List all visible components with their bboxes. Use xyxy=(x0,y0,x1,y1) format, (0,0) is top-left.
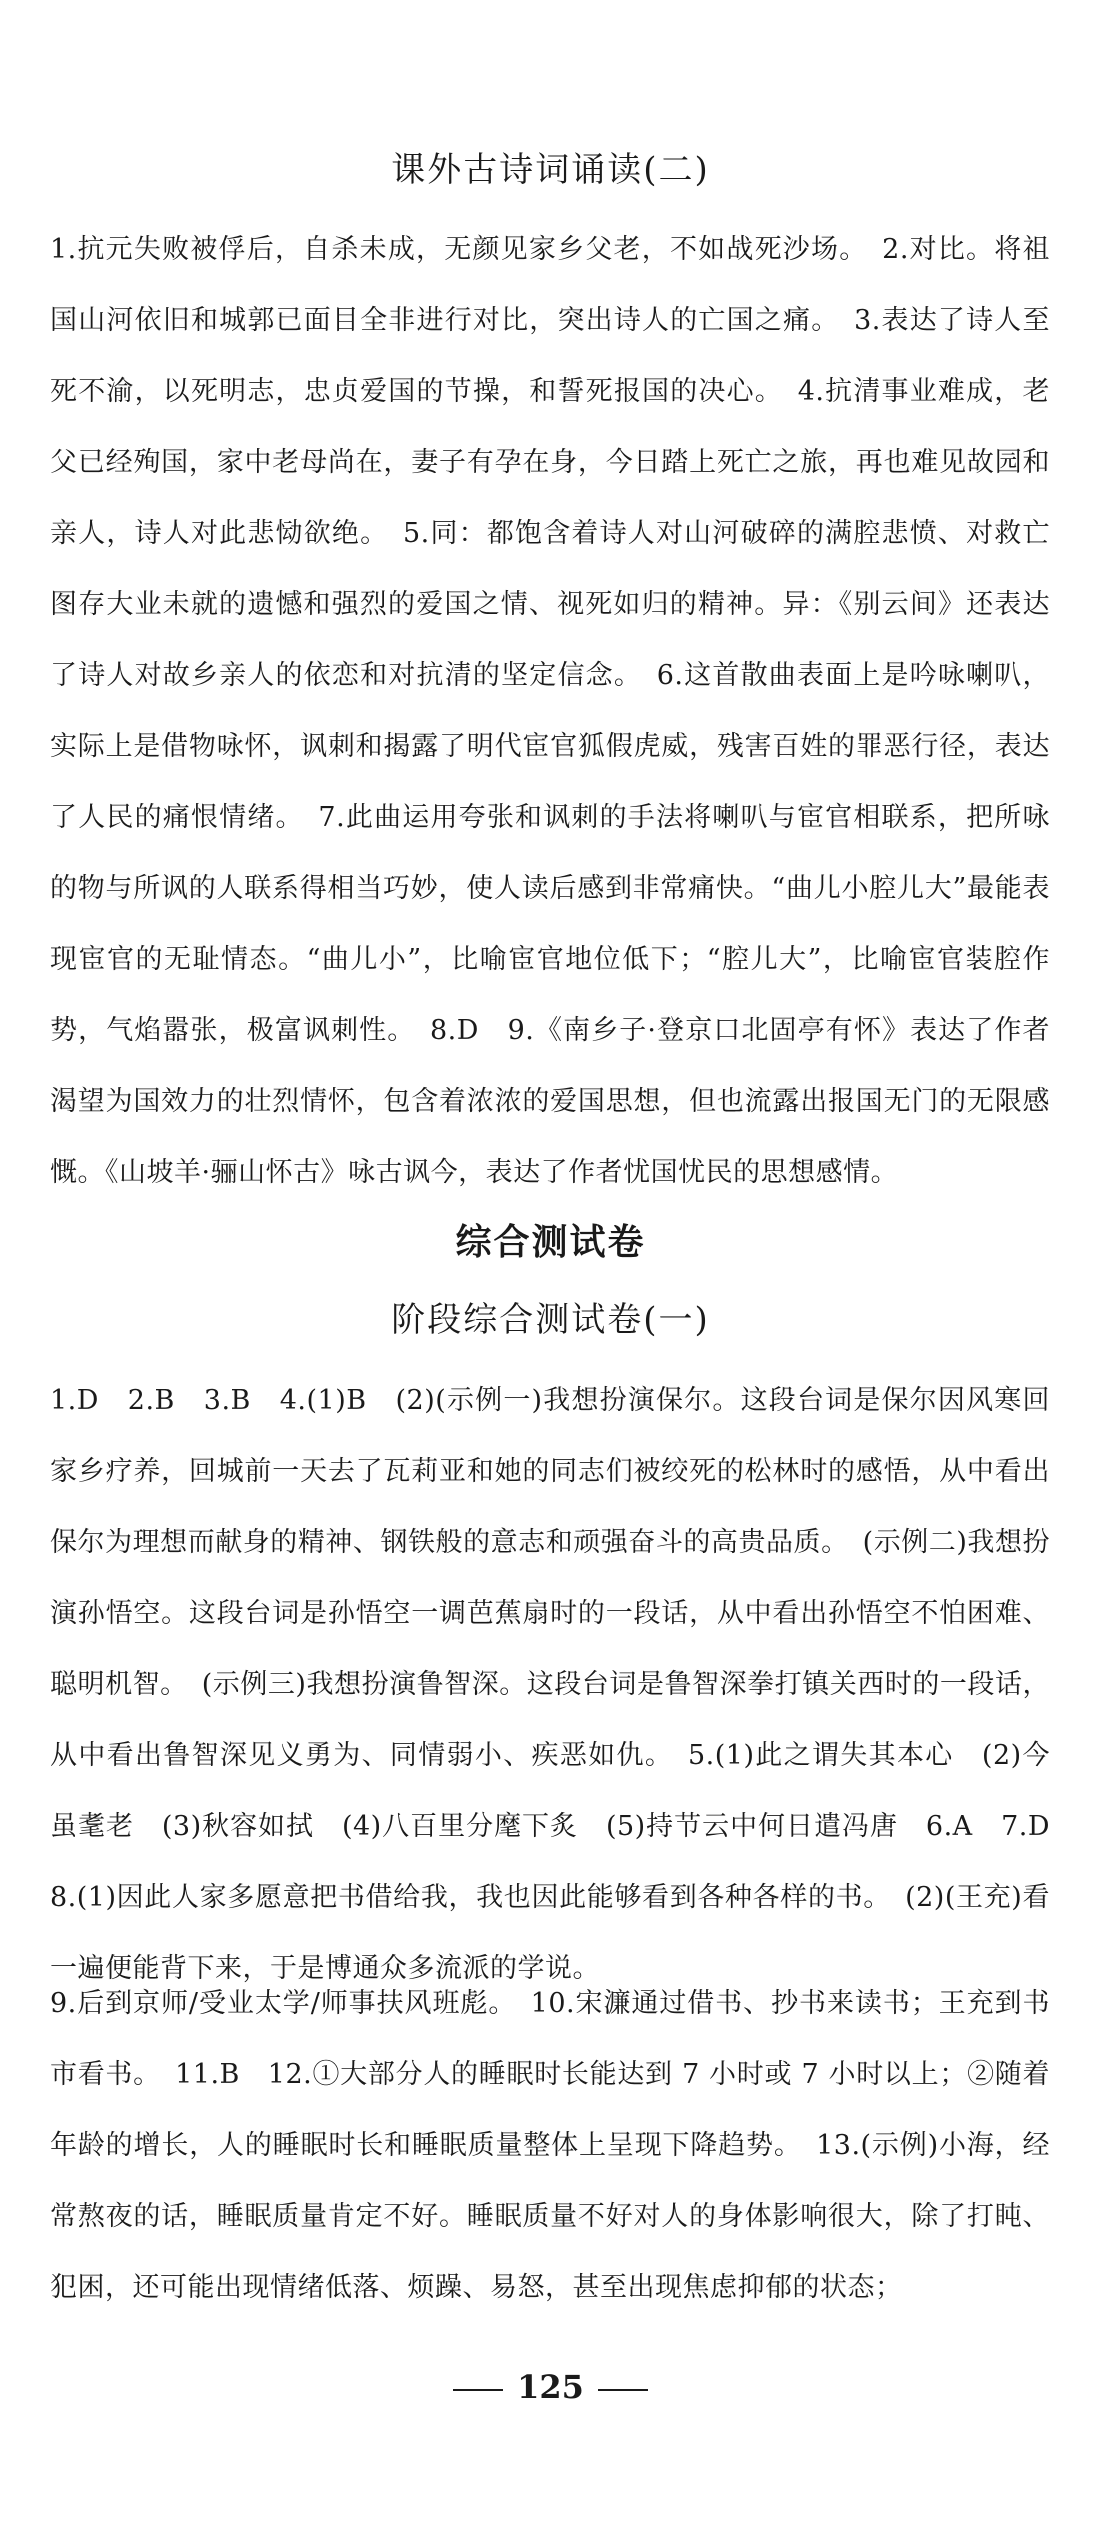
section-title-stage-test: 阶段综合测试卷(一) xyxy=(391,1300,710,1340)
answer-paragraph-test-part1: 1.D 2.B 3.B 4.(1)B (2)(示例一)我想扮演保尔。这段台词是保尔因风寒回家乡疗养，回城前一天去了瓦莉亚和她的同志们被绞死的松林时的感悟，从中看出保尔为理想而献身的精神、钢铁般的意志和顽强奋斗的高贵品质。 (示例二)我想扮演孙悟空。这段台词是孙悟空一调芭蕉扇时的一段话，从中看出孙悟空不怕困难、聪明机智。 (示例三)我想扮演鲁智深。这段台词是鲁智深拳打镇关西时的一段话，从中看出鲁智深见义勇为、同情弱小、疾恶如仇。 5.(1)此之谓失其本心 (2)今虽耄老 (3)秋容如拭 (4)八百里分麾下炙 (5)持节云中何日遣冯唐 6.A 7.D 8.(1)因此人家多愿意把书借给我，我也因此能够看到各种各样的书。 (2)(王充)看一遍便能背下来，于是博通众多流派的学说。 xyxy=(50,1385,1078,1984)
heading-comprehensive-test: 综合测试卷 xyxy=(455,1222,646,1263)
page-number-value: 125 xyxy=(517,2368,584,2406)
answer-paragraph-poetry: 1.抗元失败被俘后，自杀未成，无颜见家乡父老，不如战死沙场。 2.对比。将祖国山河依旧和城郭已面目全非进行对比，突出诗人的亡国之痛。 3.表达了诗人至死不渝，以死明志，忠贞爱国的节操，和誓死报国的决心。 4.抗清事业难成，老父已经殉国，家中老母尚在，妻子有孕在身，今日踏上死亡之旅，再也难见故园和亲人，诗人对此悲恸欲绝。 5.同：都饱含着诗人对山河破碎的满腔悲愤、对救亡图存大业未就的遗憾和强烈的爱国之情、视死如归的精神。异：《别云间》还表达了诗人对故乡亲人的依恋和对抗清的坚定信念。 6.这首散曲表面上是吟咏喇叭，实际上是借物咏怀，讽刺和揭露了明代宦官狐假虎威，残害百姓的罪恶行径，表达了人民的痛恨情绪。 7.此曲运用夸张和讽刺的手法将喇叭与宦官相联系，把所咏的物与所讽的人联系得相当巧妙，使人读后感到非常痛快。“曲儿小腔儿大”最能表现宦官的无耻情态。“曲儿小”，比喻宦官地位低下；“腔儿大”，比喻宦官装腔作势，气焰嚣张，极富讽刺性。 8.D 9.《南乡子·登京口北固亭有怀》表达了作者渴望为国效力的壮烈情怀，包含着浓浓的爱国思想，但也流露出报国无门的无限感慨。《山坡羊·骊山怀古》咏古讽今，表达了作者忧国忧民的思想感情。 xyxy=(50,234,1050,1188)
page-number xyxy=(0,2367,1101,2407)
left-dash xyxy=(453,2389,503,2391)
right-dash xyxy=(598,2389,648,2391)
section-title-classical-poetry: 课外古诗词诵读(二) xyxy=(391,150,710,190)
answer-paragraph-test-part2: 9.后到京师/受业太学/师事扶风班彪。 10.宋濂通过借书、抄书来读书；王充到书市看书。 11.B 12.①大部分人的睡眠时长能达到 7 小时或 7 小时以上；②随着年龄的增长，人的睡眠时长和睡眠质量整体上呈现下降趋势。 13.(示例)小海，经常熬夜的话，睡眠质量肯定不好。睡眠质量不好对人的身体影响很大，除了打盹、犯困，还可能出现情绪低落、烦躁、易怒，甚至出现焦虑抑郁的状态； xyxy=(50,1988,1050,2303)
